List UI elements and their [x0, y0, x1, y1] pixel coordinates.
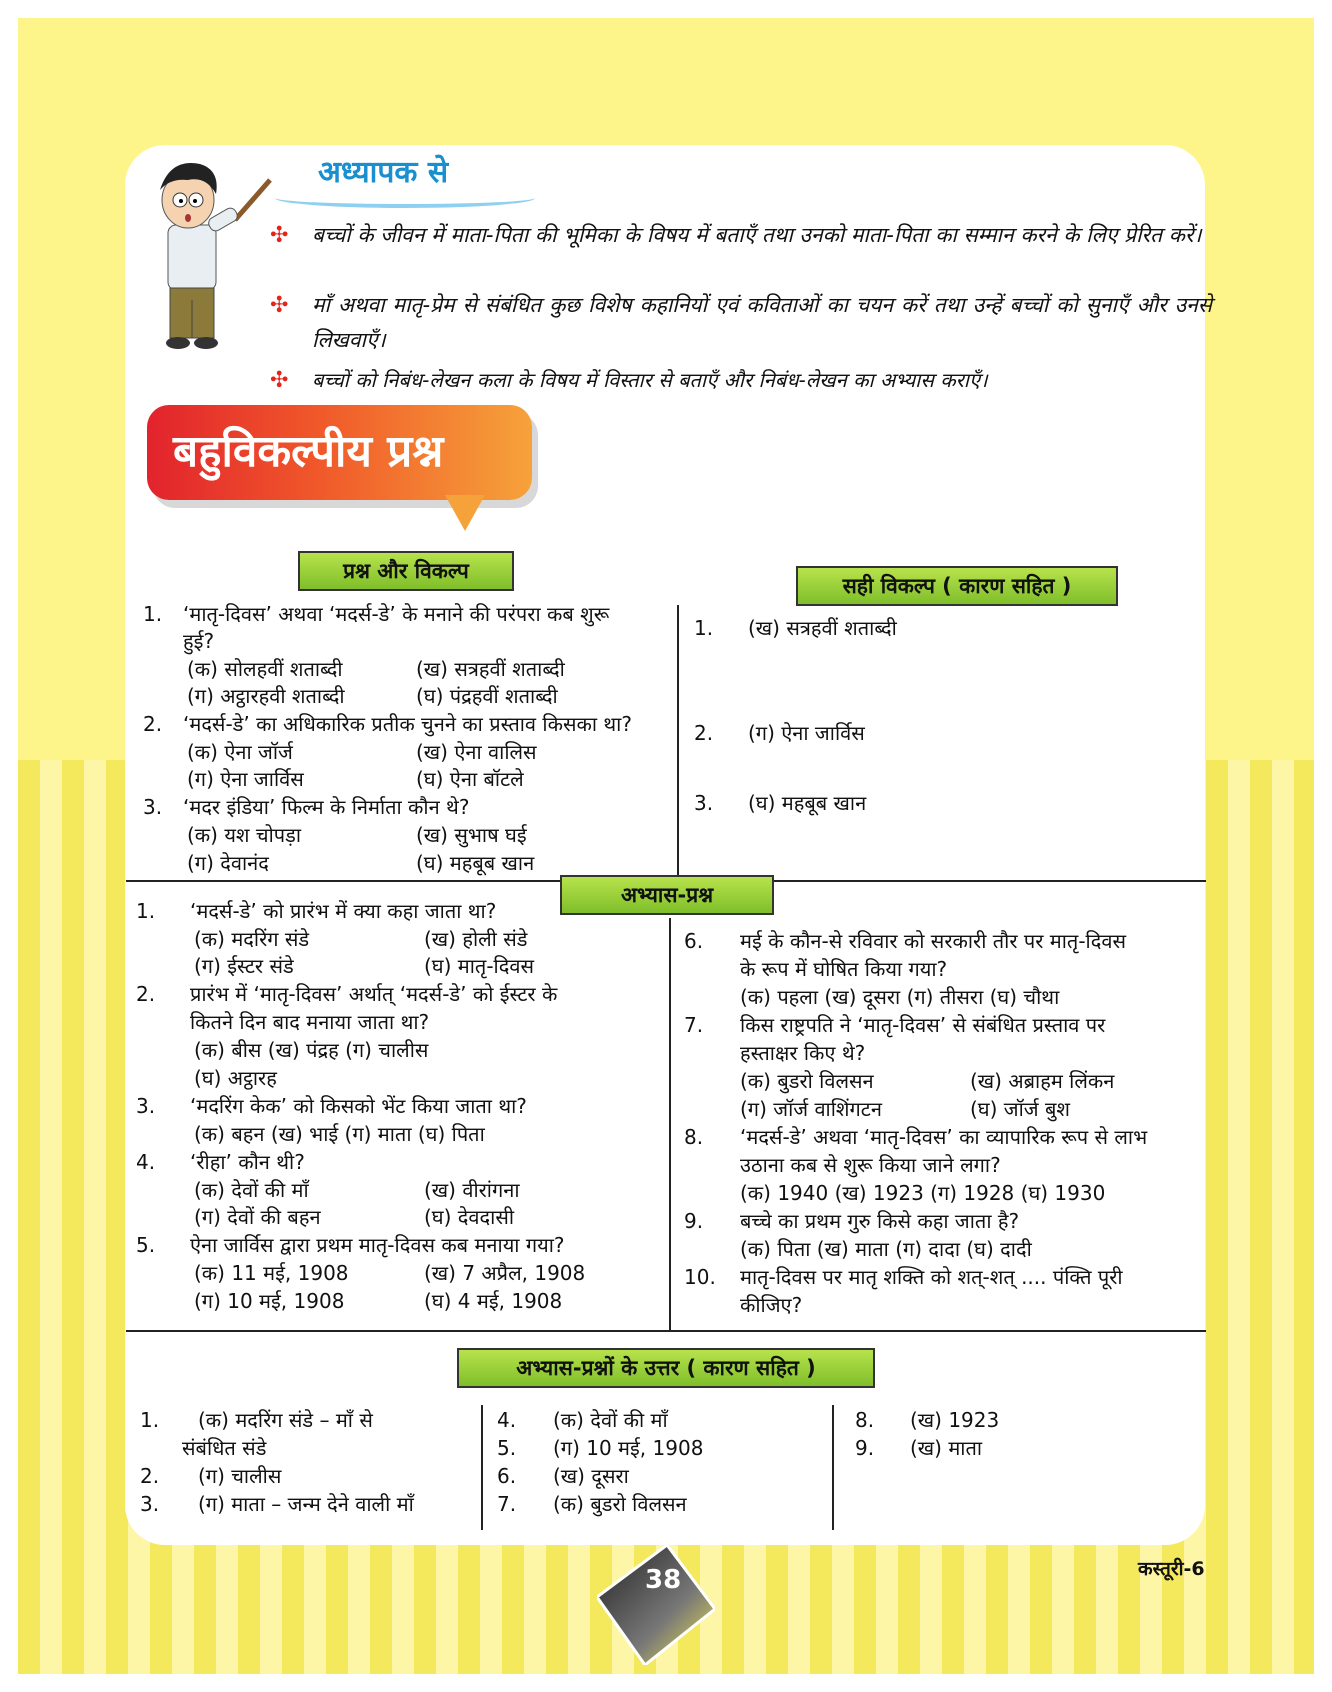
mcq-divider: [677, 605, 679, 875]
answer-number: 1.: [140, 1408, 160, 1432]
option: (घ) जॉर्ज बुश: [970, 1097, 1071, 1121]
option: (ग) ऐना जार्विस: [187, 767, 304, 791]
option: (क) बीस (ख) पंद्रह (ग) चालीस: [194, 1038, 429, 1062]
question-number: 8.: [684, 1125, 704, 1149]
question-text: ‘मातृ-दिवस’ अथवा ‘मदर्स-डे’ के मनाने की परंपरा कब शुरू: [183, 602, 610, 626]
question-text: ऐना जार्विस द्वारा प्रथम मातृ-दिवस कब मनाया गया?: [190, 1233, 565, 1257]
option: (क) पहला (ख) दूसरा (ग) तीसरा (घ) चौथा: [740, 985, 1060, 1009]
answer-text: (ग) 10 मई, 1908: [553, 1436, 704, 1460]
option: (क) ऐना जॉर्ज: [187, 740, 293, 764]
page-number: 38: [645, 1565, 682, 1595]
question-text: ‘मदरिंग केक’ को किसको भेंट किया जाता था?: [190, 1094, 527, 1118]
teacher-bullet: [270, 288, 1212, 358]
answer-text: (ख) 1923: [910, 1408, 1000, 1432]
question-text: कीजिए?: [740, 1293, 803, 1317]
option: (ख) 7 अप्रैल, 1908: [424, 1261, 586, 1285]
page-number-badge: [597, 1545, 715, 1665]
teacher-bullet-text: बच्चों के जीवन में माता-पिता की भूमिका के विषय में बताएँ तथा उनको माता-पिता का सम्मान करने के लिए प्रेरित करें।: [312, 223, 1202, 247]
answer-number: 1.: [694, 616, 714, 640]
option: (ख) सुभाष घई: [416, 823, 527, 847]
question-text: प्रारंभ में ‘मातृ-दिवस’ अर्थात् ‘मदर्स-डे’ को ईस्टर के: [190, 982, 558, 1006]
option: (घ) पंद्रहवीं शताब्दी: [416, 684, 558, 708]
practice-answers-heading: अभ्यास-प्रश्नों के उत्तर ( कारण सहित ): [457, 1348, 875, 1388]
option: (ख) वीरांगना: [424, 1178, 520, 1202]
question-number: 6.: [684, 929, 704, 953]
question-text: बच्चे का प्रथम गुरु किसे कहा जाता है?: [740, 1209, 1020, 1233]
question-number: 10.: [684, 1265, 716, 1289]
answer-text: (ग) चालीस: [198, 1464, 282, 1488]
option: (क) 11 मई, 1908: [194, 1261, 349, 1285]
mcq-banner-title: बहुविकल्पीय प्रश्न: [173, 426, 444, 477]
answer-number: 2.: [140, 1464, 160, 1488]
answers-divider: [481, 1405, 483, 1530]
question-number: 7.: [684, 1013, 704, 1037]
answer-text: (क) देवों की माँ: [553, 1408, 668, 1432]
teacher-bullet: [270, 218, 1200, 288]
answer-text: (क) मदरिंग संडे – माँ से: [198, 1408, 373, 1432]
teacher-bullet-text: बच्चों को निबंध-लेखन कला के विषय में विस्तार से बताएँ और निबंध-लेखन का अभ्यास कराएँ।: [312, 368, 988, 392]
question-number: 2.: [143, 712, 163, 736]
question-number: 3.: [143, 795, 163, 819]
answer-number: 6.: [497, 1464, 517, 1488]
question-text: ‘मदर इंडिया’ फिल्म के निर्माता कौन थे?: [183, 795, 470, 819]
question-text: हस्ताक्षर किए थे?: [740, 1041, 866, 1065]
book-name: कस्तूरी-6: [1138, 1558, 1205, 1580]
answers-divider: [832, 1405, 834, 1530]
teacher-bullet: [270, 363, 1200, 398]
answer-text: (ग) ऐना जार्विस: [748, 721, 865, 745]
mcq-banner: [147, 405, 532, 500]
question-text: हुई?: [183, 629, 215, 653]
option: (ख) सत्रहवीं शताब्दी: [416, 657, 565, 681]
question-text: कितने दिन बाद मनाया जाता था?: [190, 1010, 430, 1034]
option: (ख) ऐना वालिस: [416, 740, 537, 764]
mcq-heading: प्रश्न और विकल्प: [298, 551, 514, 591]
option: (क) यश चोपड़ा: [187, 823, 302, 847]
answer-text: (ख) दूसरा: [553, 1464, 629, 1488]
answer-text: (ग) माता – जन्म देने वाली माँ: [198, 1492, 414, 1516]
option: (ग) अट्ठारहवी शताब्दी: [187, 684, 345, 708]
answer-number: 2.: [694, 721, 714, 745]
answer-number: 3.: [694, 791, 714, 815]
option: (क) बहन (ख) भाई (ग) माता (घ) पिता: [194, 1122, 485, 1146]
question-number: 1.: [136, 899, 156, 923]
question-number: 3.: [136, 1094, 156, 1118]
answer-number: 7.: [497, 1492, 517, 1516]
bullet-marker-icon: ✣: [270, 368, 289, 393]
teacher-bullet-text: माँ अथवा मातृ-प्रेम से संबंधित कुछ विशेष कहानियों एवं कविताओं का चयन करें तथा उन्हें बच्चों को सुनाएँ और उनसे लिखवाएँ।: [312, 293, 1212, 352]
question-text: ‘रीहा’ कौन थी?: [190, 1150, 305, 1174]
option: (क) देवों की माँ: [194, 1178, 309, 1202]
option: (घ) 4 मई, 1908: [424, 1289, 563, 1313]
practice-heading: अभ्यास-प्रश्न: [560, 875, 774, 915]
option: (क) बुडरो विलसन: [740, 1069, 874, 1093]
option: (ख) अब्राहम लिंकन: [970, 1069, 1115, 1093]
question-text: ‘मदर्स-डे’ अथवा ‘मातृ-दिवस’ का व्यापारिक रूप से लाभ: [740, 1125, 1148, 1149]
option: (ग) ईस्टर संडे: [194, 954, 294, 978]
answer-number: 5.: [497, 1436, 517, 1460]
option: (ग) देवों की बहन: [194, 1205, 321, 1229]
banner-tail: [445, 495, 485, 531]
option: (घ) अट्ठारह: [194, 1066, 277, 1090]
question-number: 9.: [684, 1209, 704, 1233]
option: (घ) ऐना बॉटले: [416, 767, 524, 791]
answer-text: संबंधित संडे: [182, 1436, 267, 1460]
answer-number: 4.: [497, 1408, 517, 1432]
question-text: के रूप में घोषित किया गया?: [740, 957, 948, 981]
answer-text: (ख) सत्रहवीं शताब्दी: [748, 616, 897, 640]
option: (ख) होली संडे: [424, 927, 528, 951]
option: (घ) महबूब खान: [416, 851, 535, 875]
question-text: ‘मदर्स-डे’ का अधिकारिक प्रतीक चुनने का प्रस्ताव किसका था?: [183, 712, 632, 736]
question-text: मई के कौन-से रविवार को सरकारी तौर पर मातृ-दिवस: [740, 929, 1126, 953]
bullet-marker-icon: ✣: [270, 293, 289, 318]
option: (ग) 10 मई, 1908: [194, 1289, 345, 1313]
question-number: 4.: [136, 1150, 156, 1174]
practice-divider: [669, 918, 671, 1330]
question-number: 1.: [143, 602, 163, 626]
question-text: मातृ-दिवस पर मातृ शक्ति को शत्-शत् .... पंक्ति पूरी: [740, 1265, 1123, 1289]
teacher-section-title: अध्यापक से: [318, 155, 449, 190]
option: (क) मदरिंग संडे: [194, 927, 310, 951]
question-number: 2.: [136, 982, 156, 1006]
option: (घ) देवदासी: [424, 1205, 515, 1229]
option: (क) पिता (ख) माता (ग) दादा (घ) दादी: [740, 1237, 1032, 1261]
answer-number: 8.: [855, 1408, 875, 1432]
answer-text: (क) बुडरो विलसन: [553, 1492, 687, 1516]
teacher-illustration: [130, 150, 280, 355]
option: (क) 1940 (ख) 1923 (ग) 1928 (घ) 1930: [740, 1181, 1106, 1205]
title-swoosh: [275, 188, 535, 208]
option: (ग) जॉर्ज वाशिंगटन: [740, 1097, 882, 1121]
bullet-marker-icon: ✣: [270, 223, 289, 248]
answer-number: 3.: [140, 1492, 160, 1516]
question-text: उठाना कब से शुरू किया जाने लगा?: [740, 1153, 1001, 1177]
question-number: 5.: [136, 1233, 156, 1257]
answer-number: 9.: [855, 1436, 875, 1460]
answers-heading: सही विकल्प ( कारण सहित ): [796, 566, 1118, 606]
option: (क) सोलहवीं शताब्दी: [187, 657, 343, 681]
question-text: ‘मदर्स-डे’ को प्रारंभ में क्या कहा जाता था?: [190, 899, 497, 923]
section-divider: [126, 1330, 1206, 1332]
answer-text: (घ) महबूब खान: [748, 791, 867, 815]
question-text: किस राष्ट्रपति ने ‘मातृ-दिवस’ से संबंधित प्रस्ताव पर: [740, 1013, 1106, 1037]
answer-text: (ख) माता: [910, 1436, 983, 1460]
option: (ग) देवानंद: [187, 851, 269, 875]
option: (घ) मातृ-दिवस: [424, 954, 534, 978]
